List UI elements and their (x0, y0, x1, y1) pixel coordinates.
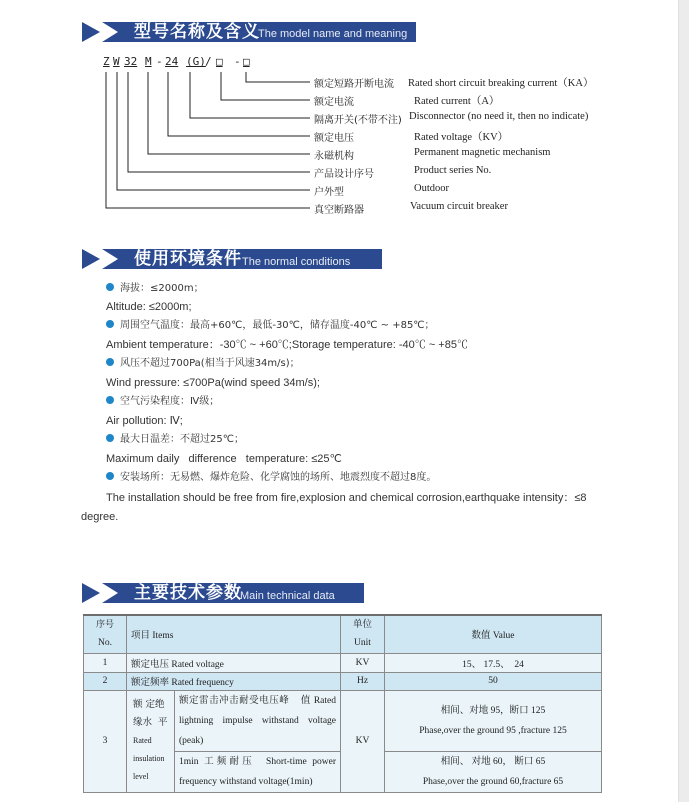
table-row (84, 672, 602, 690)
cell-value: 15、 17.5、 24 (385, 653, 602, 672)
cell-sub-item: 额定雷击冲击耐受电压峰 值 Rated lightning impulse withstand voltage (peak) (175, 690, 341, 751)
legend-cn: 隔离开关(不带不注) (314, 115, 402, 126)
condition-en: Ambient temperature：-30℃ ~ +60℃;Storage temperature: -40℃ ~ +85℃ (106, 339, 468, 351)
cell-group (127, 690, 175, 792)
legend-en: Rated current（A） (414, 96, 500, 107)
condition-en: Air pollution: Ⅳ; (106, 415, 183, 427)
value-cn: 相间、对地 95，断口 125 (440, 705, 546, 716)
legend-item (314, 111, 589, 126)
legend-item (314, 183, 449, 198)
legend-cn: 真空断路器 (314, 205, 364, 216)
cell-unit: KV (341, 690, 385, 792)
condition-en: The installation should be free from fire,explosion and chemical corrosion,earthquake intensity：≤8 (106, 492, 587, 504)
legend-cn: 额定电流 (314, 97, 354, 108)
legend-en: Rated voltage（KV） (414, 132, 509, 143)
cell-sub-item: 1min 工频耐压 Short-time power frequency withstand voltage(1min) (175, 751, 341, 792)
condition-text: 海拔：≤2000m； (120, 283, 204, 294)
header-no-cn: 序号 (95, 620, 114, 631)
code-part: - (234, 55, 241, 68)
section-banner-conditions (82, 249, 382, 269)
condition-en: Maximum daily difference temperature: ≤25℃ (106, 453, 342, 465)
condition-text: 最大日温差：不超过25℃； (120, 434, 244, 445)
code-part: M (145, 55, 152, 68)
code-part: / (205, 55, 212, 68)
code-part: - (156, 55, 163, 68)
group-line: level (133, 772, 149, 781)
group-line: insulation (133, 754, 165, 763)
condition-en-continued: degree. (81, 511, 119, 523)
cell-unit: Hz (341, 672, 385, 690)
legend-cn: 户外型 (314, 187, 344, 198)
bullet-icon (106, 358, 114, 366)
legend-en: Disconnector (no need it, then no indicate) (409, 111, 589, 122)
legend-en: Vacuum circuit breaker (410, 201, 508, 212)
condition-text: 风压不超过700Pa(相当于风速34m/s)； (120, 358, 300, 369)
legend-en: Product series No. (414, 165, 492, 176)
condition-en: Wind pressure: ≤700Pa(wind speed 34m/s); (106, 377, 320, 389)
legend-cn: 额定电压 (314, 133, 354, 144)
code-part: □ (243, 55, 250, 68)
cell-value (385, 690, 602, 751)
value-en: Phase,over the ground 95 ,fracture 125 (419, 725, 567, 736)
condition-text: 空气污染程度：Ⅳ级； (120, 396, 220, 407)
code-part: W (113, 55, 120, 68)
cell-item: 额定频率 Rated frequency (127, 672, 341, 690)
bullet-icon (106, 472, 114, 480)
code-part: (G) (186, 55, 206, 68)
section-title-en: The model name and meaning (258, 28, 408, 40)
value-cn: 相间、 对地 60， 断口 65 (440, 756, 546, 767)
cell-no: 1 (84, 653, 127, 672)
legend-cn: 永磁机构 (314, 151, 354, 162)
cell-no: 3 (84, 690, 127, 792)
header-unit-en: Unit (354, 638, 371, 649)
condition-cn (106, 282, 204, 296)
legend-item (314, 93, 500, 108)
legend-item (314, 75, 594, 90)
section-title-en: The normal conditions (242, 256, 351, 268)
section-title-cn: 使用环境条件 (134, 249, 242, 269)
code-part: 32 (124, 55, 138, 68)
bullet-icon (106, 434, 114, 442)
header-unit (341, 615, 385, 653)
bullet-icon (106, 396, 114, 404)
header-no-en: No. (98, 638, 112, 649)
legend-en: Rated short circuit breaking current（KA） (408, 78, 594, 89)
condition-cn (106, 471, 436, 485)
tech-data-table (83, 614, 602, 793)
header-no (84, 615, 127, 653)
cell-unit: KV (341, 653, 385, 672)
bullet-icon (106, 283, 114, 291)
condition-cn (106, 319, 435, 333)
group-line: 额 定绝 (133, 699, 165, 710)
condition-cn (106, 433, 244, 447)
section-title-en: Main technical data (240, 590, 335, 602)
banner-chevron-icon (82, 583, 132, 603)
legend-item (314, 129, 509, 144)
group-line: 缘水 平 (133, 717, 168, 728)
cell-no: 2 (84, 672, 127, 690)
table-header (84, 615, 602, 653)
value-en: Phase,over the ground 60,fracture 65 (422, 776, 564, 787)
legend-en: Permanent magnetic mechanism (414, 147, 551, 158)
cell-item: 额定电压 Rated voltage (127, 653, 341, 672)
section-banner-tech (82, 583, 364, 603)
group-line: Rated (133, 736, 152, 745)
banner-chevron-icon (82, 249, 132, 269)
legend-item (314, 147, 551, 162)
condition-text: 安装场所：无易燃、爆炸危险、化学腐蚀的场所、地震烈度不超过8度。 (120, 472, 437, 483)
legend-cn: 额定短路开断电流 (314, 79, 394, 90)
legend-item (314, 165, 492, 180)
header-unit-cn: 单位 (352, 620, 372, 631)
condition-cn (106, 357, 300, 371)
code-part: 24 (165, 55, 179, 68)
legend-item (314, 201, 508, 216)
bullet-icon (106, 320, 114, 328)
code-part: Z (103, 55, 110, 68)
condition-text: 周围空气温度：最高+60℃，最低-30℃，储存温度-40℃ ~ +85℃； (120, 320, 435, 331)
table-row (84, 653, 602, 672)
section-title-cn: 型号名称及含义 (134, 22, 260, 42)
condition-cn (106, 395, 219, 409)
code-part: □ (216, 55, 223, 68)
header-value: 数值 Value (385, 615, 602, 653)
section-title-cn: 主要技术参数 (134, 583, 242, 603)
legend-cn: 产品设计序号 (314, 169, 374, 180)
condition-en: Altitude: ≤2000m; (106, 301, 192, 313)
cell-value (385, 751, 602, 792)
cell-value: 50 (385, 672, 602, 690)
legend-en: Outdoor (414, 183, 449, 194)
table-row (84, 690, 602, 751)
header-items: 项目 Items (127, 615, 341, 653)
